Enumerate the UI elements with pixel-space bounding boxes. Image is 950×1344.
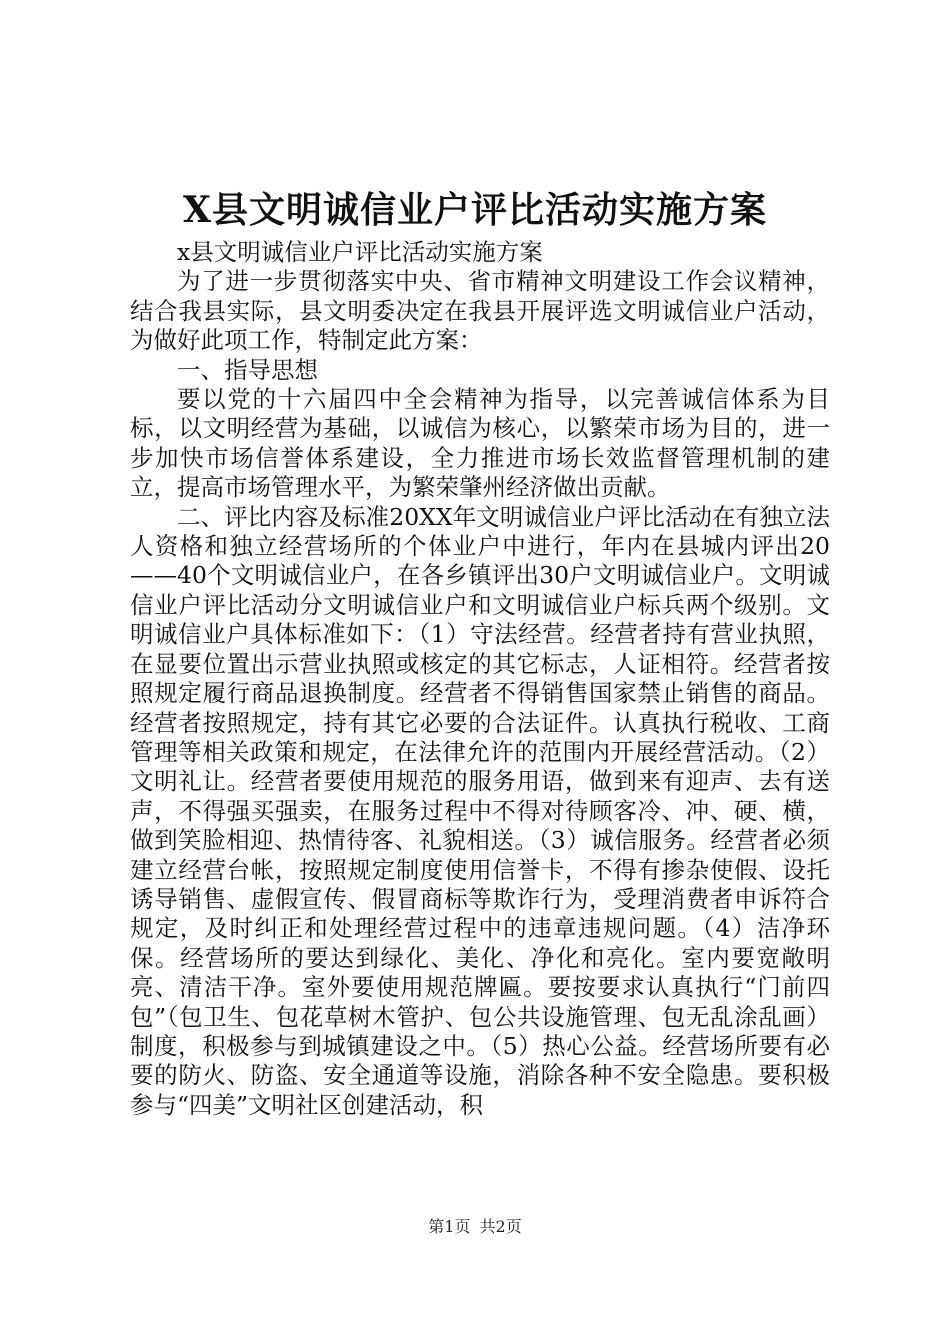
document-title: X县文明诚信业户评比活动实施方案 xyxy=(183,189,767,231)
total-pages: 共2页 xyxy=(479,1217,522,1236)
page-footer xyxy=(0,1217,950,1237)
section-heading-guiding-thought: 一、指导思想 xyxy=(177,355,318,384)
body-paragraph-guiding-thought: 要以党的十六届四中全会精神为指导，以完善诚信体系为目标，以文明经营为基础，以诚信为核心，以繁荣市场为目的，进一步加快市场信誉体系建设，全力推进市场长效监督管理机制的建立，提高市场管理水平，为繁荣肇州经济做出贡献。 xyxy=(130,385,830,502)
page-number: 第1页 xyxy=(428,1217,471,1236)
body-paragraph-criteria: 二、评比内容及标准20XX年文明诚信业户评比活动在有独立法人资格和独立经营场所的个体业户中进行，年内在县城内评出20——40个文明诚信业户，在各乡镇评出30户文明诚信业户。文明诚信业户评比活动分文明诚信业户和文明诚信业户标兵两个级别。文明诚信业户具体标准如下：（1）守法经营。经营者持有营业执照，在显要位置出示营业执照或核定的其它标志，人证相符。经营者按照规定履行商品退换制度。经营者不得销售国家禁止销售的商品。经营者按照规定，持有其它必要的合法证件。认真执行税收、工商管理等相关政策和规定，在法律允许的范围内开展经营活动。（2）文明礼让。经营者要使用规范的服务用语，做到来有迎声、去有送声，不得强买强卖，在服务过程中不得对待顾客冷、冲、硬、横，做到笑脸相迎、热情待客、礼貌相送。（3）诚信服务。经营者必须建立经营台帐，按照规定制度使用信誉卡，不得有掺杂使假、设托诱导销售、虚假宣传、假冒商标等欺诈行为，受理消费者申诉符合规定，及时纠正和处理经营过程中的违章违规问题。（4）洁净环保。经营场所的要达到绿化、美化、净化和亮化。室内要宽敞明亮、清洁干净。室外要使用规范牌匾。要按要求认真执行“门前四包”（包卫生、包花草树木管护、包公共设施管理、包无乱涂乱画）制度，积极参与到城镇建设之中。（5）热心公益。经营场所要有必要的防火、防盗、安全通道等设施，消除各种不安全隐患。要积极参与“四美”文明社区创建活动，积 xyxy=(130,502,830,1119)
body-paragraph-intro: 为了进一步贯彻落实中央、省市精神文明建设工作会议精神，结合我县实际，县文明委决定在我县开展评选文明诚信业户活动，为做好此项工作，特制定此方案： xyxy=(130,267,830,355)
document-body xyxy=(130,238,830,1120)
body-paragraph-subtitle: x县文明诚信业户评比活动实施方案 xyxy=(177,238,543,266)
